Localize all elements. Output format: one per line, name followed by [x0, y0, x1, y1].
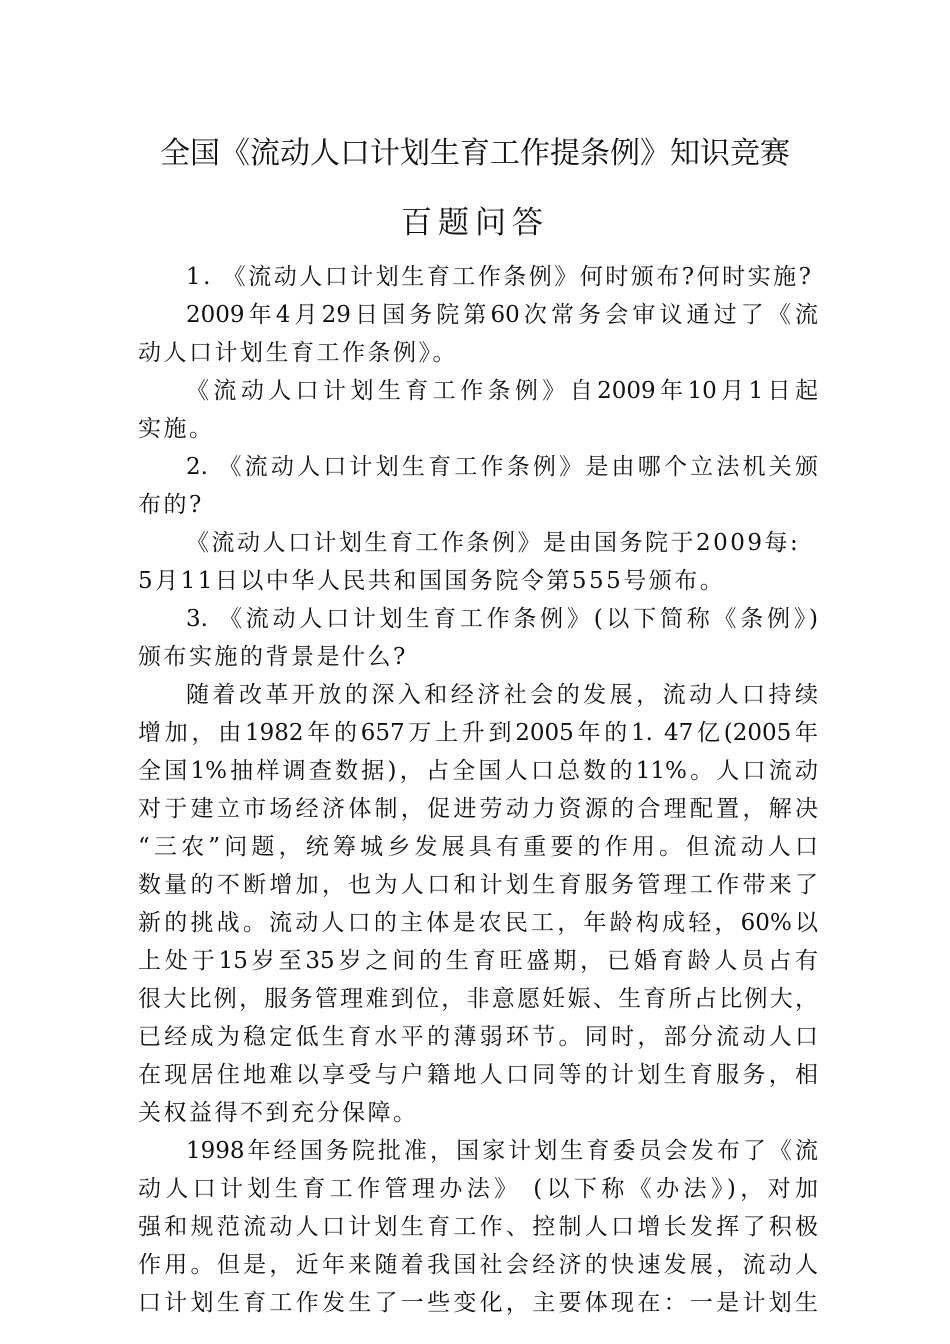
answer-paragraph-line: 新的挑战。流动人口的主体是农民工，年龄构成轻，60%以 [138, 910, 818, 936]
answer-paragraph-line: 数量的不断增加，也为人口和计划生育服务管理工作带来了 [138, 872, 818, 898]
answer-line: 2009年4月29日国务院第60次常务会审议通过了《流 [186, 302, 818, 328]
answer-line: 5月11日以中华人民共和国国务院令第555号颁布。 [138, 568, 726, 594]
answer-paragraph-line: 上处于15岁至35岁之间的生育旺盛期，已婚育龄人员占有 [138, 948, 818, 974]
answer-paragraph-line: 动人口计划生育工作管理办法》 (以下称《办法》)，对加 [138, 1176, 818, 1202]
answer-line: 实施。 [138, 416, 215, 442]
answer-paragraph-line: “三农”问题，统筹城乡发展具有重要的作用。但流动人口 [138, 834, 818, 860]
answer-paragraph-line: 在现居住地难以享受与户籍地人口同等的计划生育服务，相 [138, 1062, 818, 1088]
question-line: 颁布实施的背景是什么? [138, 644, 408, 670]
question-2: 2. 《流动人口计划生育工作条例》是由哪个立法机关颁 [186, 454, 818, 480]
question-3: 3. 《流动人口计划生育工作条例》(以下简称《条例》) [186, 606, 818, 632]
answer-line: 《流动人口计划生育工作条例》是由国务院于2009每: [186, 530, 801, 556]
document-title: 全国《流动人口计划生育工作提条例》知识竞赛 [160, 136, 790, 171]
answer-paragraph-line: 增加，由1982年的657万上升到2005年的1. 47亿(2005年 [138, 720, 818, 746]
answer-line: 《流动人口计划生育工作条例》自2009年10月1日起 [186, 378, 818, 404]
answer-paragraph-line: 随着改革开放的深入和经济社会的发展，流动人口持续 [186, 682, 818, 708]
answer-paragraph-line: 关权益得不到充分保障。 [138, 1100, 419, 1126]
answer-line: 动人口计划生育工作条例》。 [138, 340, 458, 366]
answer-paragraph-line: 对于建立市场经济体制，促进劳动力资源的合理配置，解决 [138, 796, 818, 822]
answer-paragraph-line: 口计划生育工作发生了一些变化，主要体现在：一是计划生 [138, 1290, 818, 1316]
question-line: 布的? [138, 492, 204, 518]
document-subtitle: 百题问答 [401, 205, 549, 241]
answer-paragraph-line: 已经成为稳定低生育水平的薄弱环节。同时，部分流动人口 [138, 1024, 818, 1050]
answer-paragraph-line: 强和规范流动人口计划生育工作、控制人口增长发挥了积极 [138, 1214, 818, 1240]
answer-paragraph-line: 全国1%抽样调查数据)，占全国人口总数的11%。人口流动 [138, 758, 818, 784]
answer-paragraph-line: 作用。但是，近年来随着我国社会经济的快速发展，流动人 [138, 1252, 818, 1278]
question-1: 1. 《流动人口计划生育工作条例》何时颁布?何时实施? [186, 264, 814, 290]
answer-paragraph-line: 很大比例，服务管理难到位，非意愿妊娠、生育所占比例大， [138, 986, 818, 1012]
answer-paragraph-line: 1998年经国务院批准，国家计划生育委员会发布了《流 [186, 1138, 818, 1164]
